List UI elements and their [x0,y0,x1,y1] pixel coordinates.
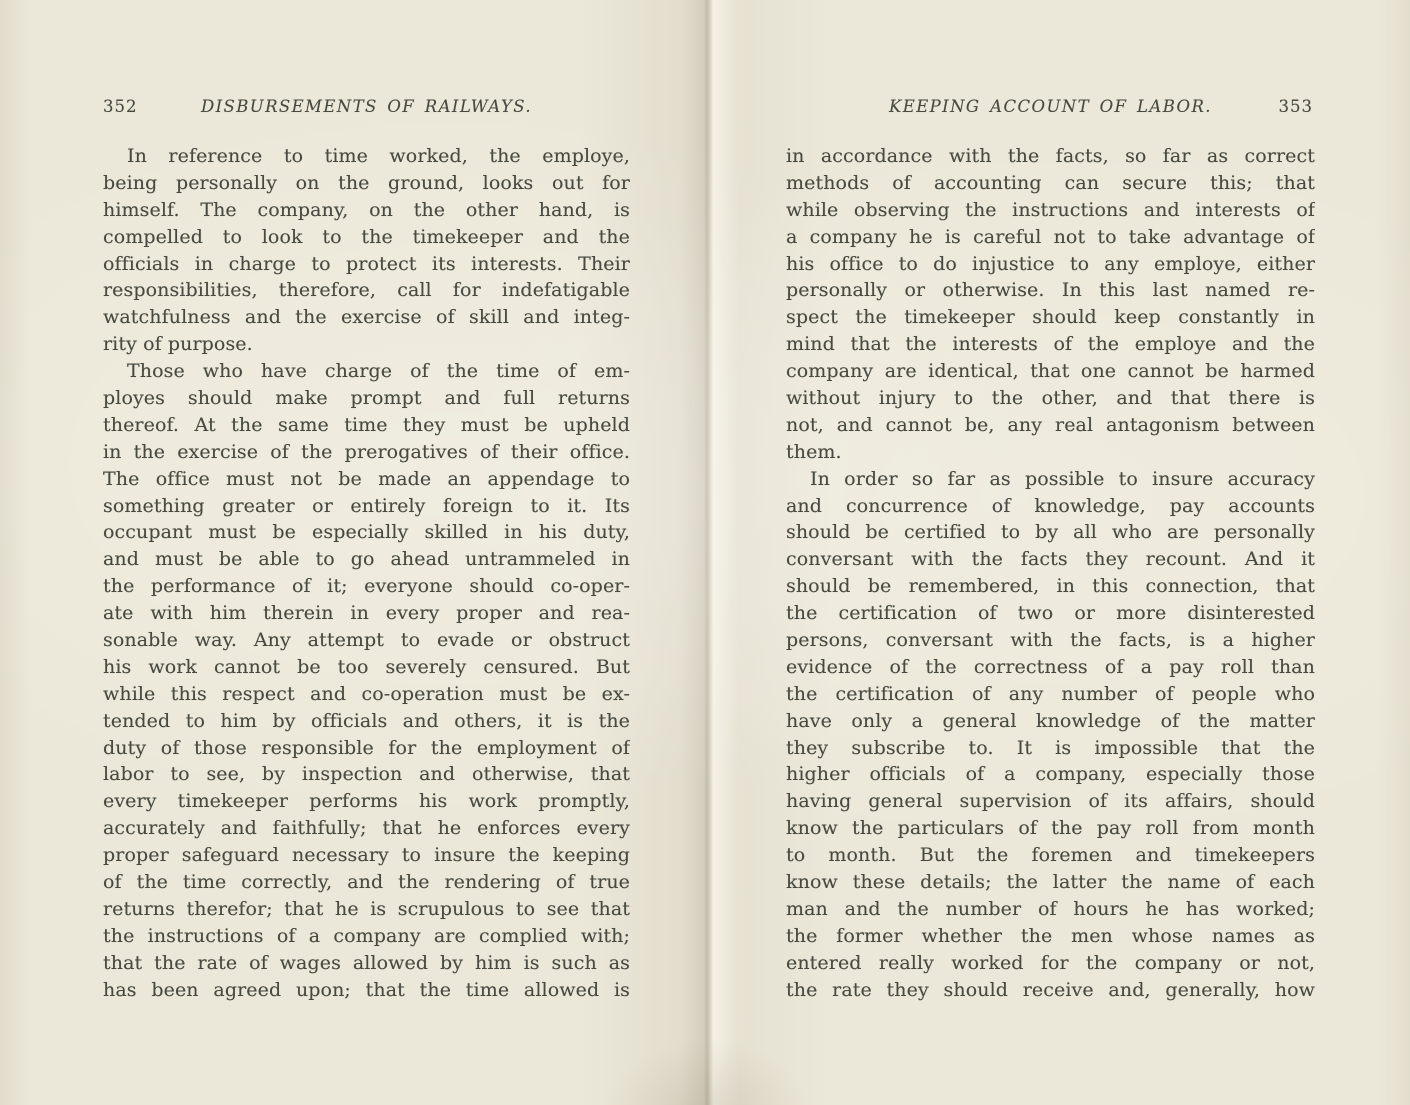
paragraph [103,358,630,1003]
text-line: that the rate of wages allowed by him is such as [103,951,630,974]
text-line: Those who have charge of the time of em- [127,360,630,383]
right-page-text [786,143,1315,1004]
text-line: the rate they should receive and, generally, how [786,978,1315,1001]
text-line: evidence of the correctness of a pay roll than [786,655,1315,678]
right-page [786,97,1315,1004]
text-line: having general supervision of its affairs, should [786,790,1315,813]
text-line: while this respect and co-operation must be ex- [103,682,630,705]
text-line: sonable way. Any attempt to evade or obstruct [103,629,630,652]
text-line: persons, conversant with the facts, is a higher [786,629,1315,652]
text-line: being personally on the ground, looks out for [103,171,630,194]
text-line: and concurrence of knowledge, pay accounts [786,494,1315,517]
text-line: The office must not be made an appendage to [103,467,630,490]
text-line: personally or otherwise. In this last named re- [786,279,1315,302]
text-line: in the exercise of the prerogatives of their office. [103,440,630,463]
text-line: not, and cannot be, any real antagonism between [786,413,1315,436]
text-line: know these details; the latter the name of each [786,871,1315,894]
text-line: tended to him by officials and others, it is the [103,709,630,732]
text-line: and must be able to go ahead untrammeled in [103,548,630,571]
text-line: himself. The company, on the other hand, is [103,198,630,221]
text-line: entered really worked for the company or not, [786,951,1315,974]
text-line: methods of accounting can secure this; that [786,171,1315,194]
left-page [103,97,630,1004]
text-line: responsibilities, therefore, call for indefatigable [103,279,630,302]
text-line: In order so far as possible to insure accuracy [810,467,1315,490]
text-line: ployes should make prompt and full returns [103,387,630,410]
text-line: mind that the interests of the employe and the [786,333,1315,356]
text-line: labor to see, by inspection and otherwise, that [103,763,630,786]
text-line: conversant with the facts they recount. And it [786,548,1315,571]
text-line: higher officials of a company, especially those [786,763,1315,786]
text-line: compelled to look to the timekeeper and the [103,225,630,248]
text-line: the instructions of a company are complied with; [103,924,630,947]
paragraph [786,143,1315,466]
text-line: the certification of any number of people who [786,682,1315,705]
text-line: the certification of two or more disinterested [786,602,1315,625]
text-line: a company he is careful not to take advantage of [786,225,1315,248]
text-line: company are identical, that one cannot be harmed [786,360,1315,383]
text-line: have only a general knowledge of the matter [786,709,1315,732]
right-running-head: KEEPING ACCOUNT OF LABOR. [889,97,1212,116]
right-page-number: 353 [1278,97,1313,116]
text-line: to month. But the foremen and timekeepers [786,844,1315,867]
left-page-header [103,97,630,123]
text-line: should be certified to by all who are personally [786,521,1315,544]
text-line: watchfulness and the exercise of skill and integ- [103,306,630,329]
text-line: without injury to the other, and that there is [786,387,1315,410]
text-line: ate with him therein in every proper and rea- [103,602,630,625]
text-line: they subscribe to. It is impossible that the [786,736,1315,759]
text-line: thereof. At the same time they must be upheld [103,413,630,436]
text-line: In reference to time worked, the employe, [127,145,630,167]
text-line: proper safeguard necessary to insure the keeping [103,844,630,867]
text-line: his work cannot be too severely censured. But [103,655,630,678]
paragraph [786,466,1315,1004]
text-line: should be remembered, in this connection, that [786,575,1315,598]
text-line: every timekeeper performs his work promptly, [103,790,630,813]
text-line: while observing the instructions and interests of [786,198,1315,221]
text-line: in accordance with the facts, so far as correct [786,145,1315,167]
text-line: of the time correctly, and the rendering of true [103,871,630,894]
text-line: rity of purpose. [103,333,253,356]
text-line: the performance of it; everyone should co-oper- [103,575,630,598]
left-page-text [103,143,630,1004]
text-line: them. [786,440,842,463]
paragraph [103,143,630,358]
text-line: the former whether the men whose names as [786,924,1315,947]
text-line: know the particulars of the pay roll from month [786,817,1315,840]
text-line: his office to do injustice to any employe, either [786,252,1315,275]
left-page-number: 352 [103,97,138,116]
text-line: duty of those responsible for the employment of [103,736,630,759]
left-running-head: DISBURSEMENTS OF RAILWAYS. [200,97,533,116]
text-line: accurately and faithfully; that he enforces every [103,817,630,840]
text-line: has been agreed upon; that the time allowed is [103,978,630,1001]
text-line: returns therefor; that he is scrupulous to see that [103,897,630,920]
text-line: something greater or entirely foreign to it. Its [103,494,630,517]
text-line: spect the timekeeper should keep constantly in [786,306,1315,329]
text-line: occupant must be especially skilled in his duty, [103,521,630,544]
text-line: officials in charge to protect its interests. Their [103,252,630,275]
right-page-header [786,97,1315,123]
text-line: man and the number of hours he has worked; [786,897,1315,920]
